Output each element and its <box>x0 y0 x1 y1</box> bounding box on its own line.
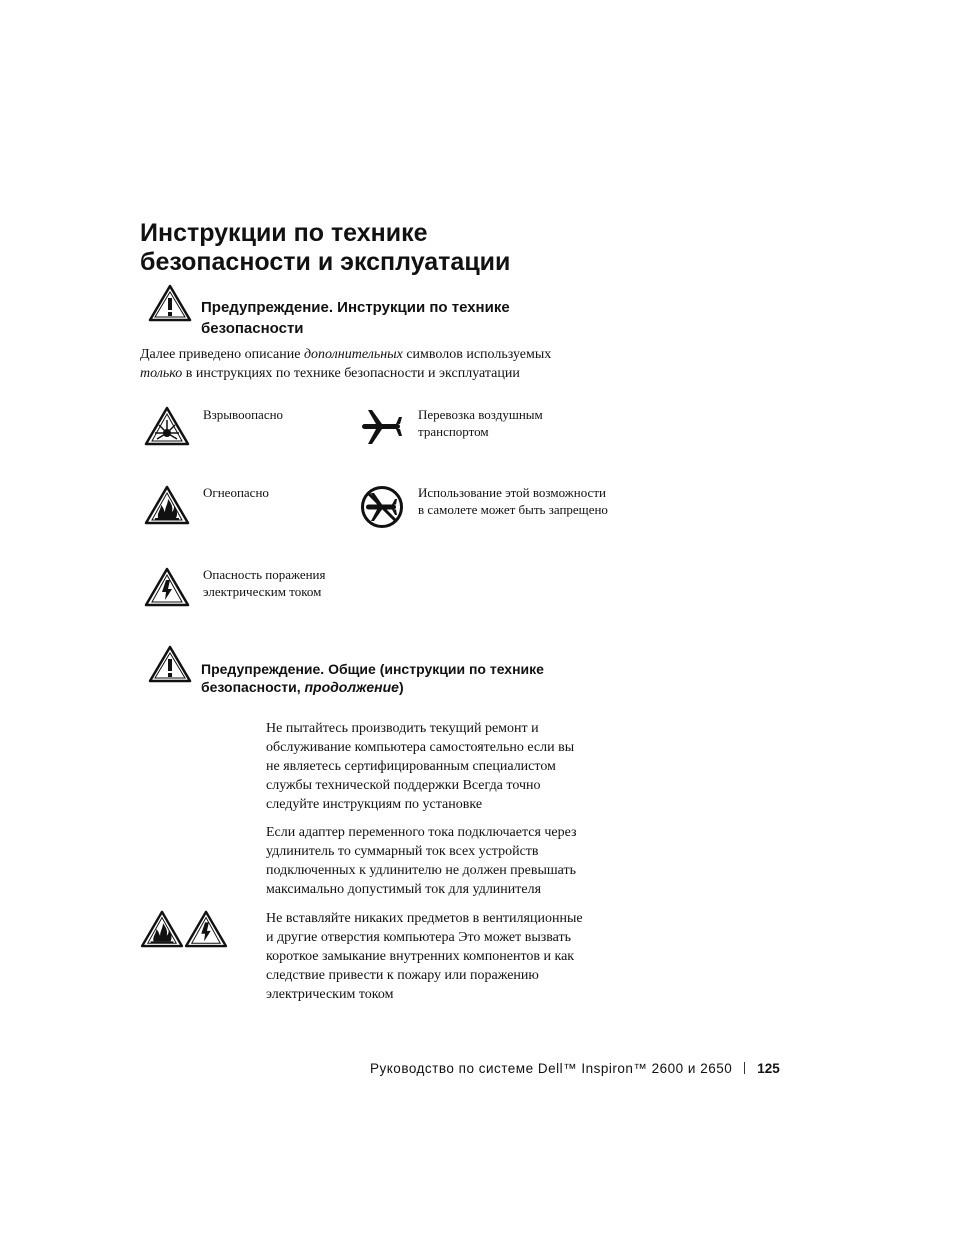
paragraph-repair-line: Не пытайтесь производить текущий ремонт и <box>266 721 539 736</box>
paragraph-ventilation-line: короткое замыкание внутренних компонентов и как <box>266 949 575 964</box>
paragraph-repair-line: обслуживание компьютера самостоятельно если вы <box>266 740 575 755</box>
electric-shock-label <box>203 566 373 600</box>
page-title-line-1: Инструкции по технике <box>140 219 428 247</box>
intro-line-1 <box>140 345 640 364</box>
no-airplane-line-2: в самолете может быть запрещено <box>418 502 608 517</box>
shock-hazard-icon <box>184 910 228 948</box>
flammable-icon <box>144 485 190 525</box>
paragraph-adapter <box>266 823 636 899</box>
no-airplane-icon <box>360 485 404 529</box>
paragraph-repair-line: службы технической поддержки Всегда точно <box>266 778 541 793</box>
air-transport-label <box>418 406 638 440</box>
warning-heading-1 <box>201 297 641 339</box>
warning-icon-2 <box>148 645 192 683</box>
fire-hazard-icon <box>140 910 184 948</box>
paragraph-adapter-line: Если адаптер переменного тока подключается через <box>266 825 577 840</box>
intro-text <box>140 345 640 383</box>
explosive-label: Взрывоопасно <box>203 407 284 422</box>
paragraph-ventilation-line: Не вставляйте никаких предметов в вентиляционные <box>266 911 583 926</box>
intro-line-2 <box>140 364 640 383</box>
page-title <box>140 219 660 277</box>
warning-heading-2-italic: продолжение <box>304 679 399 695</box>
page-footer <box>370 1061 840 1076</box>
intro-line-1-start: Далее приведено описание <box>140 347 304 362</box>
intro-line-2-italic: только <box>140 366 183 381</box>
air-transport-line-2: транспортом <box>418 424 489 439</box>
intro-line-2-end: в инструкциях по технике безопасности и эксплуатации <box>182 366 520 381</box>
paragraph-adapter-line: удлинитель то суммарный ток всех устройств <box>266 844 539 859</box>
electric-shock-line-2: электрическим током <box>203 584 322 599</box>
warning-heading-2-line-2-start: безопасности, <box>201 679 305 695</box>
warning-heading-1-line-1: Предупреждение. Инструкции по технике <box>201 299 510 316</box>
warning-heading-1-line-2: безопасности <box>201 320 304 337</box>
warning-heading-2 <box>201 660 641 696</box>
electric-shock-line-1: Опасность поражения <box>203 567 326 582</box>
footer-separator <box>744 1062 745 1074</box>
paragraph-repair-line: следуйте инструкциям по установке <box>266 797 483 812</box>
footer-title: Руководство по системе Dell™ Inspiron™ 2600 и 2650 <box>370 1061 733 1076</box>
paragraph-ventilation-line: следствие привести к пожару или поражению <box>266 968 539 983</box>
warning-heading-2-line-1: Предупреждение. Общие (инструкции по технике <box>201 661 544 677</box>
air-transport-line-1: Перевозка воздушным <box>418 407 543 422</box>
paragraph-ventilation-line: и другие отверстия компьютера Это может вызвать <box>266 930 572 945</box>
page-number: 125 <box>757 1061 780 1076</box>
paragraph-ventilation-line: электрическим током <box>266 987 394 1002</box>
warning-heading-2-line-2 <box>201 678 641 696</box>
explosive-icon <box>144 406 190 446</box>
no-airplane-label <box>418 484 648 518</box>
page-title-line-2: безопасности и эксплуатации <box>140 248 511 276</box>
intro-line-1-end: символов используемых <box>402 347 552 362</box>
no-airplane-line-1: Использование этой возможности <box>418 485 606 500</box>
intro-line-1-italic: дополнительных <box>303 347 403 362</box>
paragraph-adapter-line: подключенных к удлинителю не должен превышать <box>266 863 577 878</box>
flammable-label: Огнеопасно <box>203 485 269 500</box>
paragraph-adapter-line: максимально допустимый ток для удлинителя <box>266 882 542 897</box>
warning-icon <box>148 284 192 322</box>
airplane-icon <box>360 408 404 446</box>
paragraph-ventilation <box>266 909 636 1004</box>
electric-shock-icon <box>144 567 190 607</box>
paragraph-repair-line: не являетесь сертифицированным специалистом <box>266 759 556 774</box>
warning-heading-2-line-2-end: ) <box>398 679 404 695</box>
paragraph-repair <box>266 719 636 814</box>
